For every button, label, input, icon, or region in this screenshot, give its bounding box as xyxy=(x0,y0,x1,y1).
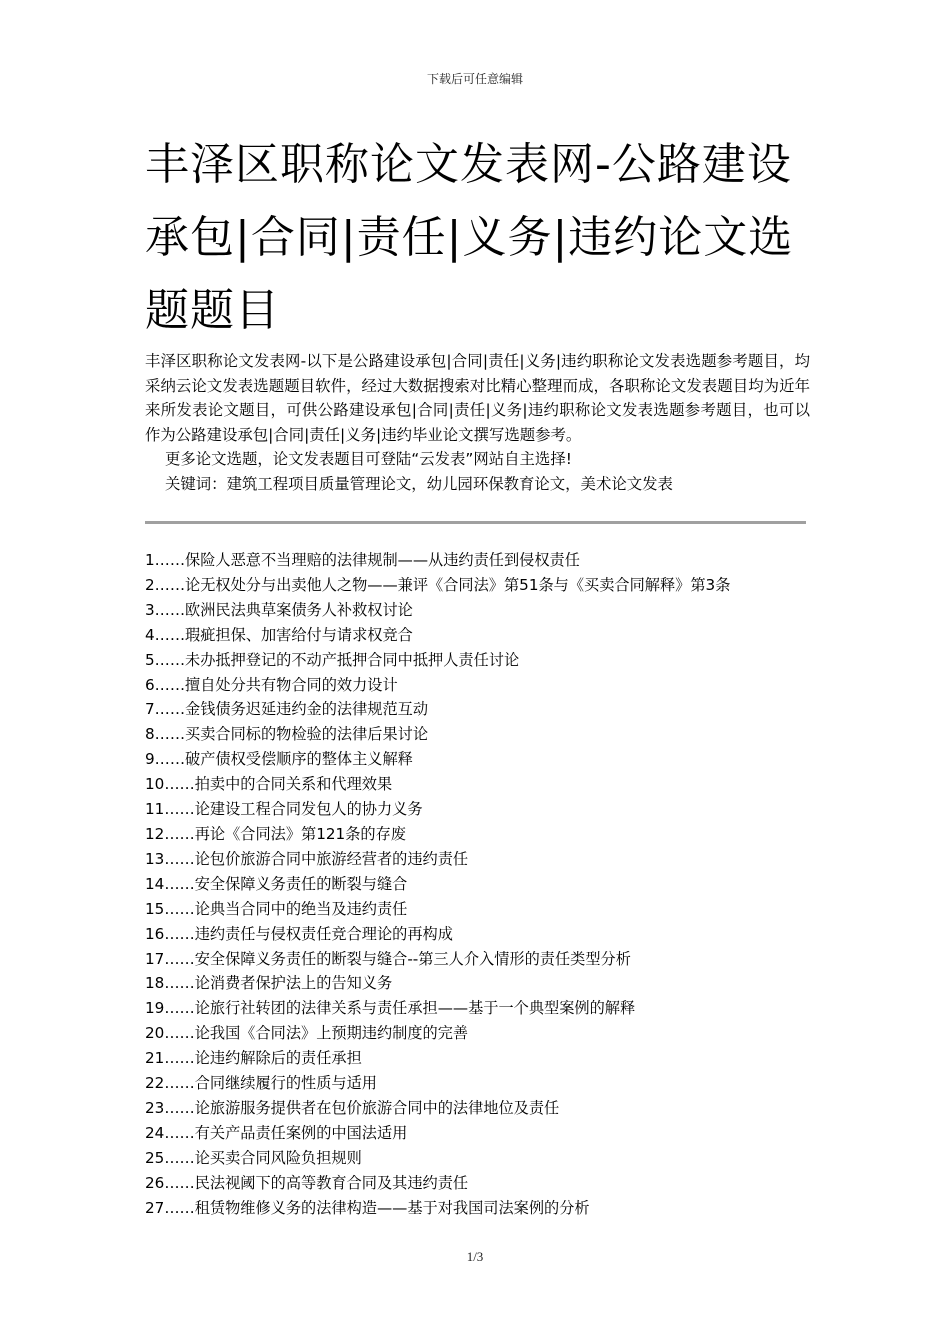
list-item: 22……合同继续履行的性质与适用 xyxy=(145,1074,377,1093)
list-item: 10……拍卖中的合同关系和代理效果 xyxy=(145,775,393,794)
list-item: 18……论消费者保护法上的告知义务 xyxy=(145,974,393,993)
list-item: 5……未办抵押登记的不动产抵押合同中抵押人责任讨论 xyxy=(145,650,520,669)
list-item: 16……违约责任与侵权责任竞合理论的再构成 xyxy=(145,924,453,943)
list-item: 9……破产债权受偿顺序的整体主义解释 xyxy=(145,750,413,769)
topic-list xyxy=(145,548,825,1220)
list-item: 23……论旅游服务提供者在包价旅游合同中的法律地位及责任 xyxy=(145,1098,560,1117)
list-item: 4……瑕疵担保、加害给付与请求权竞合 xyxy=(145,625,413,644)
list-item: 20……论我国《合同法》上预期违约制度的完善 xyxy=(145,1024,469,1043)
list-item: 19……论旅行社转团的法律关系与责任承担——基于一个典型案例的解释 xyxy=(145,999,636,1018)
keywords-text: 关键词：建筑工程项目质量管理论文，幼儿园环保教育论文，美术论文发表 xyxy=(165,474,673,493)
list-item: 1……保险人恶意不当理赔的法律规制——从违约责任到侵权责任 xyxy=(145,551,580,569)
list-item: 6……擅自处分共有物合同的效力设计 xyxy=(145,675,398,694)
page-number: 1/3 xyxy=(466,1249,484,1264)
list-item: 3……欧洲民法典草案债务人补救权讨论 xyxy=(145,600,413,619)
header-note: 下载后可任意编辑 xyxy=(426,72,523,86)
intro-section xyxy=(145,349,810,496)
list-item: 7……金钱债务迟延违约金的法律规范互动 xyxy=(145,700,429,719)
list-item: 27……租赁物维修义务的法律构造——基于对我国司法案例的分析 xyxy=(145,1198,590,1217)
list-item: 24……有关产品责任案例的中国法适用 xyxy=(145,1123,408,1142)
list-item: 25……论买卖合同风险负担规则 xyxy=(145,1148,362,1167)
list-item: 21……论违约解除后的责任承担 xyxy=(145,1049,362,1068)
more-info-text: 更多论文选题，论文发表题目可登陆“云发表”网站自主选择! xyxy=(165,450,572,468)
list-item: 12……再论《合同法》第121条的存废 xyxy=(145,824,406,843)
document-title: 丰泽区职称论文发表网-公路建设承包|合同|责任|义务|违约论文选题题目 xyxy=(145,139,794,336)
list-item: 2……论无权处分与出卖他人之物——兼评《合同法》第51条与《买卖合同解释》第3条 xyxy=(145,575,731,594)
list-item: 17……安全保障义务责任的断裂与缝合--第三人介入情形的责任类型分析 xyxy=(145,949,631,968)
list-item: 8……买卖合同标的物检验的法律后果讨论 xyxy=(145,725,429,744)
list-item: 13……论包价旅游合同中旅游经营者的违约责任 xyxy=(145,849,469,868)
intro-paragraph: 丰泽区职称论文发表网-以下是公路建设承包|合同|责任|义务|违约职称论文发表选题参考题目，均采纳云论文发表选题题目软件，经过大数据搜索对比精心整理而成，各职称论文发表题目均为近年来所发表论文题目，可供公路建设承包|合同|责任|义务|违约职称论文发表选题参考题目，也可以作为公路建设承包|合同|责任|义务|违约毕业论文撰写选题参考。 xyxy=(145,352,810,444)
horizontal-divider xyxy=(145,521,806,524)
list-item: 26……民法视阈下的高等教育合同及其违约责任 xyxy=(145,1173,469,1192)
list-item: 14……安全保障义务责任的断裂与缝合 xyxy=(145,874,408,893)
list-item: 15……论典当合同中的绝当及违约责任 xyxy=(145,899,408,918)
list-item: 11……论建设工程合同发包人的协力义务 xyxy=(145,800,423,819)
